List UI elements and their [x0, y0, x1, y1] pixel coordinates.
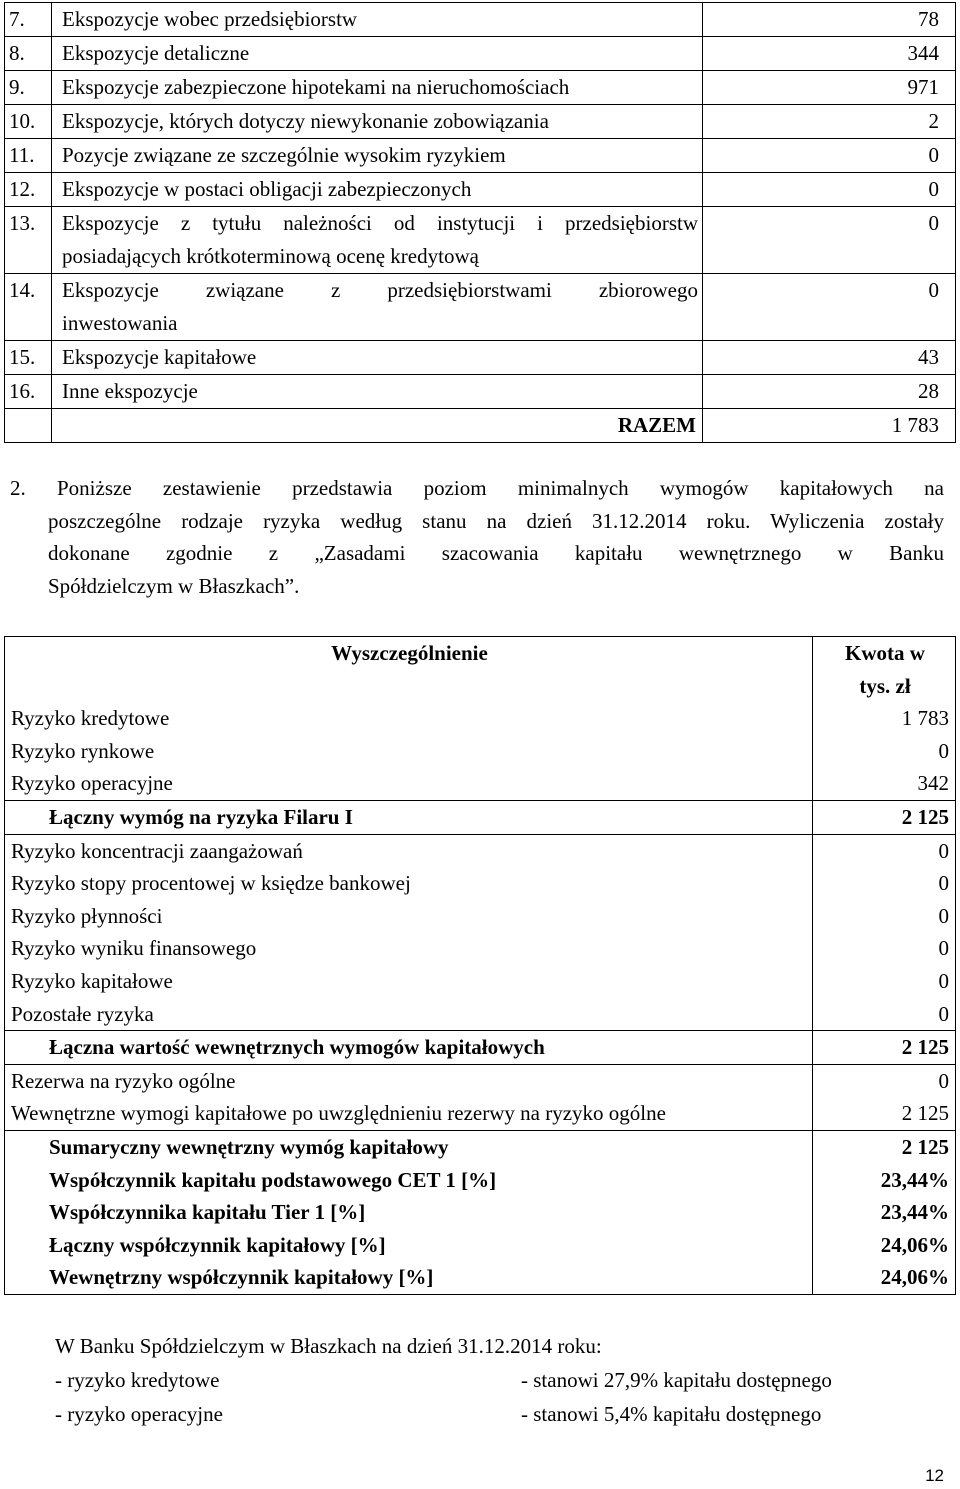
description-paragraph: [10, 472, 944, 602]
row-value: 24,06%: [813, 1229, 956, 1262]
table-row: [5, 834, 956, 867]
row-value: 24,06%: [813, 1261, 956, 1294]
row-label: Wewnętrzny współczynnik kapitałowy [%]: [5, 1261, 813, 1294]
row-number: 11.: [5, 139, 52, 173]
row-value: 0: [703, 139, 956, 173]
row-value: 23,44%: [813, 1164, 956, 1197]
table-row-total: [5, 1130, 956, 1163]
row-value: 0: [813, 867, 956, 900]
row-value: 0: [813, 900, 956, 933]
row-number: 9.: [5, 71, 52, 105]
paragraph-line-3: dokonane zgodnie z „Zasadami szacowania kapitału wewnętrznego w Banku: [48, 541, 944, 565]
table-row: [5, 900, 956, 933]
row-label: Ryzyko rynkowe: [5, 735, 813, 768]
row-value: 23,44%: [813, 1196, 956, 1229]
row-label-line-1: Ekspozycje z tytułu należności od instytucji i przedsiębiorstw: [62, 211, 698, 235]
summary-item: [55, 1363, 935, 1397]
exposures-table: [4, 2, 956, 443]
row-value: 0: [813, 735, 956, 768]
table-row-ratio: [5, 1229, 956, 1262]
row-number: 16.: [5, 375, 52, 409]
row-value: 78: [703, 3, 956, 37]
table-row-ratio: [5, 1164, 956, 1197]
row-value: 2 125: [813, 1097, 956, 1130]
row-value: 43: [703, 341, 956, 375]
row-number: 10.: [5, 105, 52, 139]
row-value: 28: [703, 375, 956, 409]
row-value: 0: [813, 932, 956, 965]
summary-item-left: - ryzyko operacyjne: [55, 1402, 223, 1426]
row-value: 2 125: [813, 1130, 956, 1163]
table-row: [5, 767, 956, 800]
row-value: 342: [813, 767, 956, 800]
total-label: RAZEM: [52, 409, 703, 443]
row-value: 971: [703, 71, 956, 105]
row-label: Pozycje związane ze szczególnie wysokim ryzykiem: [52, 139, 703, 173]
paragraph-line-1: 2. Poniższe zestawienie przedstawia poziom minimalnych wymogów kapitałowych na: [10, 476, 944, 500]
page-number: 12: [925, 1466, 944, 1485]
table-row: [5, 702, 956, 735]
table-row: [5, 37, 956, 71]
table-row: [5, 1097, 956, 1130]
row-value: 0: [813, 1064, 956, 1097]
table-row: [5, 274, 956, 341]
table-row: [5, 735, 956, 768]
table-row: [5, 1064, 956, 1097]
summary-item-left: - ryzyko kredytowe: [55, 1368, 220, 1392]
table-row-ratio: [5, 1196, 956, 1229]
row-label: Ekspozycje detaliczne: [52, 37, 703, 71]
row-number: 7.: [5, 3, 52, 37]
row-label: Łączny współczynnik kapitałowy [%]: [5, 1229, 813, 1262]
row-value: 0: [703, 274, 956, 341]
row-label: Ekspozycje w postaci obligacji zabezpieczonych: [52, 173, 703, 207]
row-value: 344: [703, 37, 956, 71]
summary-item: [55, 1397, 935, 1431]
summary-item-right: - stanowi 5,4% kapitału dostępnego: [521, 1402, 822, 1426]
capital-requirements-table: [4, 636, 956, 1295]
row-label: Ekspozycje, których dotyczy niewykonanie zobowiązania: [52, 105, 703, 139]
table-header-row: [5, 637, 956, 703]
row-label: Ryzyko stopy procentowej w księdze bankowej: [5, 867, 813, 900]
row-value: 2 125: [813, 800, 956, 834]
row-label: Inne ekspozycje: [52, 375, 703, 409]
row-label: Łączny wymóg na ryzyka Filaru I: [5, 800, 813, 834]
row-label-line-2: inwestowania: [62, 311, 178, 335]
row-label-line-1: Ekspozycje związane z przedsiębiorstwami zbiorowego: [62, 278, 698, 302]
table-row: [5, 71, 956, 105]
row-number: 12.: [5, 173, 52, 207]
row-value: 0: [703, 207, 956, 274]
summary-block: [55, 1329, 935, 1431]
table-row: [5, 998, 956, 1031]
row-label: Ekspozycje zabezpieczone hipotekami na nieruchomościach: [52, 71, 703, 105]
row-label: Współczynnika kapitału Tier 1 [%]: [5, 1196, 813, 1229]
total-blank-cell: [5, 409, 52, 443]
row-value: 0: [813, 965, 956, 998]
row-label: Ryzyko wyniku finansowego: [5, 932, 813, 965]
table-row: [5, 932, 956, 965]
row-label: Ryzyko kredytowe: [5, 702, 813, 735]
table-row-ratio: [5, 1261, 956, 1294]
row-number: 8.: [5, 37, 52, 71]
paragraph-line-2: poszczególne rodzaje ryzyka według stanu na dzień 31.12.2014 roku. Wyliczenia zostały: [48, 508, 944, 533]
total-row: [5, 409, 956, 443]
row-label: Ekspozycje kapitałowe: [52, 341, 703, 375]
row-label: Współczynnik kapitału podstawowego CET 1 [%]: [5, 1164, 813, 1197]
table-row: [5, 207, 956, 274]
summary-intro: W Banku Spółdzielczym w Błaszkach na dzień 31.12.2014 roku:: [55, 1334, 602, 1358]
table-row: [5, 173, 956, 207]
row-label: Wewnętrzne wymogi kapitałowe po uwzględnieniu rezerwy na ryzyko ogólne: [5, 1097, 813, 1130]
row-value: 1 783: [813, 702, 956, 735]
row-label: Sumaryczny wewnętrzny wymóg kapitałowy: [5, 1130, 813, 1163]
header-value: [813, 637, 956, 703]
table-row-total: [5, 800, 956, 834]
row-label: Ryzyko płynności: [5, 900, 813, 933]
row-number: 13.: [5, 207, 52, 274]
row-label: Pozostałe ryzyka: [5, 998, 813, 1031]
table-row-total: [5, 1031, 956, 1065]
row-label: Ryzyko operacyjne: [5, 767, 813, 800]
row-label: [52, 207, 703, 274]
table-row: [5, 139, 956, 173]
row-label: Ryzyko kapitałowe: [5, 965, 813, 998]
row-label: Ryzyko koncentracji zaangażowań: [5, 834, 813, 867]
header-value-line-1: Kwota w: [845, 641, 925, 665]
row-value: 0: [813, 834, 956, 867]
row-number: 14.: [5, 274, 52, 341]
row-label-line-2: posiadających krótkoterminową ocenę kredytową: [62, 244, 479, 268]
row-value: 0: [813, 998, 956, 1031]
header-value-line-2: tys. zł: [859, 673, 911, 698]
table-row: [5, 3, 956, 37]
table-row: [5, 867, 956, 900]
row-label: Ekspozycje wobec przedsiębiorstw: [52, 3, 703, 37]
paragraph-line-4: Spółdzielczym w Błaszkach”.: [48, 573, 300, 598]
row-value: 0: [703, 173, 956, 207]
row-value: 2 125: [813, 1031, 956, 1065]
table-row: [5, 965, 956, 998]
summary-item-right: - stanowi 27,9% kapitału dostępnego: [521, 1368, 832, 1392]
table-row: [5, 105, 956, 139]
header-description: Wyszczególnienie: [5, 637, 813, 703]
row-number: 15.: [5, 341, 52, 375]
table-row: [5, 375, 956, 409]
row-value: 2: [703, 105, 956, 139]
row-label: Łączna wartość wewnętrznych wymogów kapitałowych: [5, 1031, 813, 1065]
row-label: [52, 274, 703, 341]
table-row: [5, 341, 956, 375]
row-label: Rezerwa na ryzyko ogólne: [5, 1064, 813, 1097]
total-value: 1 783: [703, 409, 956, 443]
